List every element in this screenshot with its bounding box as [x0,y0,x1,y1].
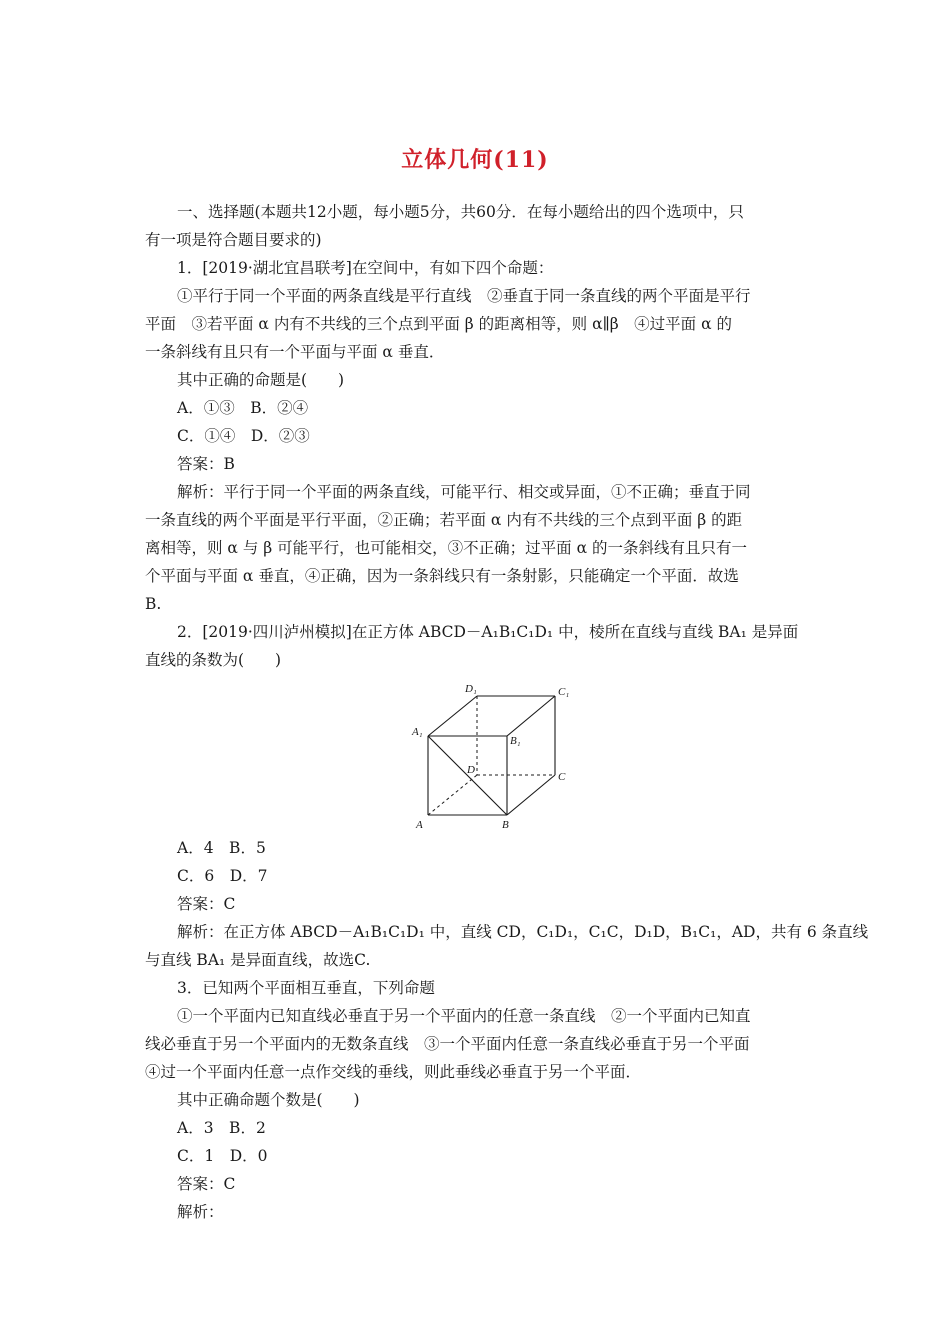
edge-a1d1 [428,696,477,736]
q3-answer: 答案：C [177,1175,236,1193]
label-c: C [558,771,566,783]
q1-question: 其中正确的命题是( ) [177,371,345,389]
page-title: 立体几何(11) [401,147,549,173]
q3-statement-line: ④过一个平面内任意一点作交线的垂线，则此垂线必垂直于另一个平面． [145,1063,642,1081]
edge-bc [507,775,555,815]
q2-answer: 答案：C [177,895,236,913]
q3-question: 其中正确命题个数是( ) [177,1091,360,1109]
q2-option-line: C．6 D．7 [177,867,268,885]
q1-analysis-line: 一条直线的两个平面是平行平面，②正确；若平面 α 内有不共线的三个点到平面 β 的距 [145,511,743,529]
cube-figure [410,680,580,830]
edge-b1c1 [507,696,555,736]
q1-stem: 1．[2019·湖北宜昌联考]在空间中，有如下四个命题： [177,259,554,277]
q3-stem: 3．已知两个平面相互垂直，下列命题 [177,979,435,997]
label-b: B [502,819,509,830]
q1-analysis-line: 个平面与平面 α 垂直，④正确，因为一条斜线只有一条射影，只能确定一个平面．故选 [145,567,739,585]
label-d1: D₁ [465,683,477,695]
edge-ad-hidden [428,775,477,815]
q1-statement-line: ①平行于同一个平面的两条直线是平行直线 ②垂直于同一条直线的两个平面是平行 [177,287,751,305]
q1-analysis-line: B. [145,595,162,613]
section-intro-line: 一、选择题(本题共12小题，每小题5分，共60分．在每小题给出的四个选项中，只 [177,203,744,221]
label-c1: C₁ [558,686,570,698]
label-a1: A₁ [412,726,423,738]
q1-analysis-line: 解析：平行于同一个平面的两条直线，可能平行、相交或异面，①不正确；垂直于同 [177,483,751,501]
q2-stem: 2．[2019·四川泸州模拟]在正方体 ABCD－A₁B₁C₁D₁ 中，棱所在直线与直线 BA₁ 是异面 [177,623,799,641]
q2-analysis-line: 与直线 BA₁ 是异面直线，故选C. [145,951,371,969]
q1-statement-line: 一条斜线有且只有一个平面与平面 α 垂直． [145,343,445,361]
q1-statement-line: 平面 ③若平面 α 内有不共线的三个点到平面 β 的距离相等，则 α∥β ④过平面 α 的 [145,315,732,333]
q2-analysis-line: 解析：在正方体 ABCD－A₁B₁C₁D₁ 中，直线 CD，C₁D₁，C₁C，D₁D，B₁C₁，AD，共有 6 条直线 [177,923,869,941]
label-b1: B₁ [510,735,521,747]
label-d: D [467,764,475,776]
q1-option-line: C．①④ D．②③ [177,427,310,445]
label-a: A [416,819,423,830]
q2-option-line: A．4 B．5 [177,839,266,857]
q3-option-line: A．3 B．2 [177,1119,266,1137]
q3-statement-line: 线必垂直于另一个平面内的无数条直线 ③一个平面内任意一条直线必垂直于另一个平面 [145,1035,750,1053]
q1-option-line: A．①③ B．②④ [177,399,309,417]
q1-answer: 答案：B [177,455,235,473]
q1-analysis-line: 离相等，则 α 与 β 可能平行，也可能相交，③不正确；过平面 α 的一条斜线有且只有一 [145,539,747,557]
q2-stem: 直线的条数为( ) [145,651,282,669]
q3-statement-line: ①一个平面内已知直线必垂直于另一个平面内的任意一条直线 ②一个平面内已知直 [177,1007,751,1025]
q3-analysis-label: 解析： [177,1203,224,1221]
document-body [145,198,869,1226]
q3-option-line: C．1 D．0 [177,1147,268,1165]
section-intro-line: 有一项是符合题目要求的) [145,231,322,249]
